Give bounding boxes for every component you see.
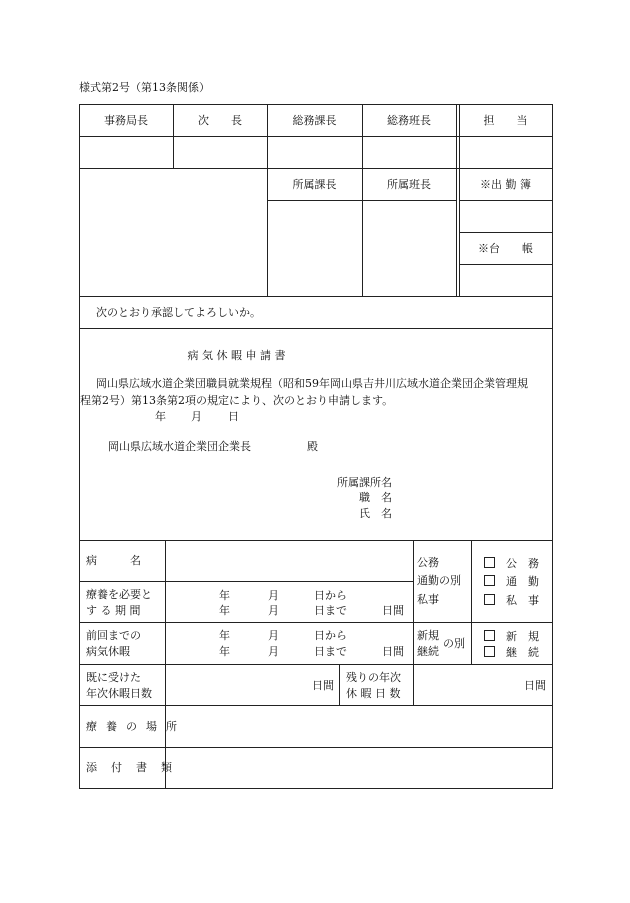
checkbox-continued[interactable] bbox=[484, 646, 495, 657]
period-input[interactable] bbox=[167, 583, 411, 621]
checkbox-commute[interactable] bbox=[484, 575, 495, 586]
type-label-public: 公務 bbox=[417, 556, 439, 569]
previous-from-day: 日から bbox=[314, 629, 347, 642]
remaining-label-line1: 残りの年次 bbox=[346, 671, 401, 684]
period-label-line2: す る 期 間 bbox=[86, 604, 141, 617]
period-from-month: 月 bbox=[268, 589, 279, 602]
documents-input[interactable] bbox=[167, 749, 550, 787]
form-number: 様式第2号（第13条関係） bbox=[79, 81, 210, 94]
previous-label-line1: 前回までの bbox=[86, 629, 141, 642]
period-to-year: 年 bbox=[219, 604, 230, 617]
type-option-commute[interactable]: 通 勤 bbox=[484, 575, 539, 587]
stamp-label-jimukyokucho: 事務局長 bbox=[104, 114, 148, 127]
remaining-label-line2: 休 暇 日 数 bbox=[346, 687, 401, 700]
documents-label: 添付書類 bbox=[86, 761, 186, 774]
previous-label-line2: 病気休暇 bbox=[86, 645, 130, 658]
previous-from-year: 年 bbox=[219, 629, 230, 642]
department-label: 所属課所名 bbox=[337, 476, 392, 489]
previous-input[interactable] bbox=[167, 624, 411, 662]
position-label: 職 名 bbox=[359, 491, 392, 504]
stamp-box-somukacho[interactable] bbox=[268, 137, 361, 167]
stamp-box-somuhancho[interactable] bbox=[363, 137, 455, 167]
annual-days-input[interactable] bbox=[167, 666, 337, 704]
stamp-label-somuhancho: 総務班長 bbox=[387, 114, 431, 127]
remaining-days-unit: 日間 bbox=[524, 679, 546, 692]
illness-label: 病 名 bbox=[86, 554, 141, 567]
stamp-label-somukacho: 総務課長 bbox=[292, 114, 337, 127]
addressee: 岡山県広域水道企業団企業長 bbox=[108, 440, 251, 453]
period-label-line1: 療養を必要と bbox=[86, 588, 152, 601]
continued-label: 継続 bbox=[417, 645, 439, 658]
continued-option[interactable]: 継 続 bbox=[484, 646, 539, 658]
attendance-book-label: ※出 勤 簿 bbox=[480, 178, 531, 191]
date-day-label: 日 bbox=[228, 410, 239, 423]
remaining-days-input[interactable] bbox=[415, 666, 550, 704]
stamp-box-shozokukacho[interactable] bbox=[268, 201, 361, 295]
application-body-line1: 岡山県広域水道企業団職員就業規程（昭和59年岡山県吉井川広域水道企業団企業管理規 bbox=[96, 377, 528, 390]
illness-input[interactable] bbox=[167, 542, 411, 580]
previous-days-unit: 日間 bbox=[382, 645, 404, 658]
previous-to-year: 年 bbox=[219, 645, 230, 658]
period-from-year: 年 bbox=[219, 589, 230, 602]
date-month-label: 月 bbox=[191, 410, 202, 423]
period-to-day: 日まで bbox=[314, 604, 347, 617]
stamp-box-jicho[interactable] bbox=[174, 137, 266, 167]
application-title: 病 気 休 暇 申 請 書 bbox=[187, 349, 286, 362]
stamp-box-tanto[interactable] bbox=[460, 137, 551, 167]
stamp-box-shozokuhancho[interactable] bbox=[363, 201, 455, 295]
stamp-label-shozokuhancho: 所属班長 bbox=[387, 178, 431, 191]
new-cont-betsu: の別 bbox=[443, 637, 465, 650]
place-input[interactable] bbox=[167, 707, 550, 745]
place-label: 療養の場所 bbox=[86, 720, 186, 733]
period-to-month: 月 bbox=[268, 604, 279, 617]
name-label: 氏 名 bbox=[359, 507, 392, 520]
annual-days-unit: 日間 bbox=[312, 679, 334, 692]
application-body-line2: 程第2号）第13条第2項の規定により、次のとおり申請します。 bbox=[80, 394, 394, 407]
stamp-label-tanto: 担 当 bbox=[483, 114, 528, 127]
stamp-label-shozokukacho: 所属課長 bbox=[292, 178, 337, 191]
annual-label-line2: 年次休暇日数 bbox=[86, 687, 152, 700]
period-from-day: 日から bbox=[314, 589, 347, 602]
previous-to-month: 月 bbox=[268, 645, 279, 658]
ledger-label: ※台 帳 bbox=[478, 242, 533, 255]
new-label: 新規 bbox=[417, 629, 439, 642]
approval-request-text: 次のとおり承認してよろしいか。 bbox=[96, 306, 261, 319]
type-option-private[interactable]: 私 事 bbox=[484, 594, 539, 606]
previous-to-day: 日まで bbox=[314, 645, 347, 658]
period-days-unit: 日間 bbox=[382, 604, 404, 617]
checkbox-private[interactable] bbox=[484, 594, 495, 605]
type-label-private: 私事 bbox=[417, 593, 439, 606]
checkbox-new[interactable] bbox=[484, 630, 495, 641]
previous-from-month: 月 bbox=[268, 629, 279, 642]
annual-label-line1: 既に受けた bbox=[86, 671, 141, 684]
honorific: 殿 bbox=[307, 440, 318, 453]
checkbox-public[interactable] bbox=[484, 557, 495, 568]
stamp-label-jicho: 次 長 bbox=[198, 114, 242, 127]
stamp-box-jimukyokucho[interactable] bbox=[80, 137, 172, 167]
type-label-commute: 通勤の別 bbox=[417, 574, 461, 587]
type-option-public[interactable]: 公 務 bbox=[484, 557, 539, 569]
date-year-label: 年 bbox=[155, 410, 166, 423]
new-option[interactable]: 新 規 bbox=[484, 630, 539, 642]
